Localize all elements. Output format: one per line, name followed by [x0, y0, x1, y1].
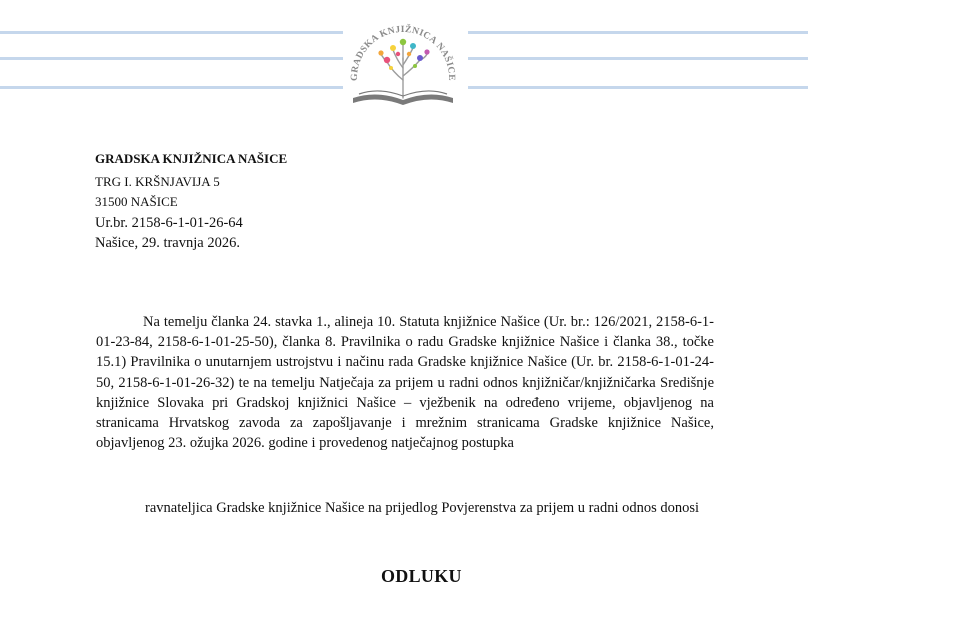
- institution-name: GRADSKA KNJIŽNICA NAŠICE: [95, 151, 288, 166]
- institution-city: 31500 NAŠICE: [95, 194, 178, 209]
- letterhead-line-right-3: [468, 86, 808, 89]
- document-title: ODLUKU: [381, 566, 462, 586]
- legal-basis-paragraph: Na temelju članka 24. stavka 1., alineja 10. Statuta knjižnice Našice (Ur. br.: 126/2021, 2158-6-1-01-23-84, 2158-6-1-01-25-50), članka 8. Pravilnika o radu Gradske knjižnice Našice i članka 38., točke 15.1) Pravilnika o unutarnjem ustrojstvu i načinu rada Gradske knjižnice Našice (Ur. br. 2158-6-1-01-24-50, 2158-6-1-01-26-32) te na temelju Natječaja za prijem u radni odnos knjižničar/knjižničarka Središnje knjižnice Slovaka pri Gradskoj knjižnici Našice – vježbenik na određeno vrijeme, objavljenog na stranicama Hrvatskog zavoda za zapošljavanje i mrežnim stranicama Gradske knjižnice Našice, objavljenog 23. ožujka 2026. godine i provedenog natječajnog postupka: [96, 314, 714, 452]
- place-and-date: Našice, 29. travnja 2026.: [95, 235, 240, 251]
- logo-blossom: [390, 45, 396, 51]
- letterhead-line-right-1: [468, 31, 808, 34]
- logo-blossoms: [378, 39, 429, 70]
- decision-intro-paragraph: ravnateljica Gradske knjižnice Našice na prijedlog Povjerenstva za prijem u radni odnos donosi: [145, 500, 700, 516]
- logo-blossom: [407, 52, 411, 56]
- logo-blossom: [384, 57, 390, 63]
- letterhead-line-right-2: [468, 57, 808, 60]
- institution-street: TRG I. KRŠNJAVIJA 5: [95, 174, 220, 189]
- reference-number: Ur.br. 2158-6-1-01-26-64: [95, 215, 243, 231]
- logo-blossom: [389, 66, 393, 70]
- logo-blossom: [424, 49, 429, 54]
- letterhead-line-left-2: [0, 57, 343, 60]
- logo-blossom: [410, 43, 416, 49]
- logo-blossom: [417, 55, 423, 61]
- library-logo: [343, 10, 463, 110]
- logo-blossom: [413, 64, 417, 68]
- logo-blossom: [378, 50, 383, 55]
- letterhead-line-left-3: [0, 86, 343, 89]
- letterhead-line-left-1: [0, 31, 343, 34]
- logo-blossom: [400, 39, 406, 45]
- logo-blossom: [396, 52, 400, 56]
- logo-arc-text: GRADSKA KNJIŽNICA NAŠICE: [349, 24, 457, 82]
